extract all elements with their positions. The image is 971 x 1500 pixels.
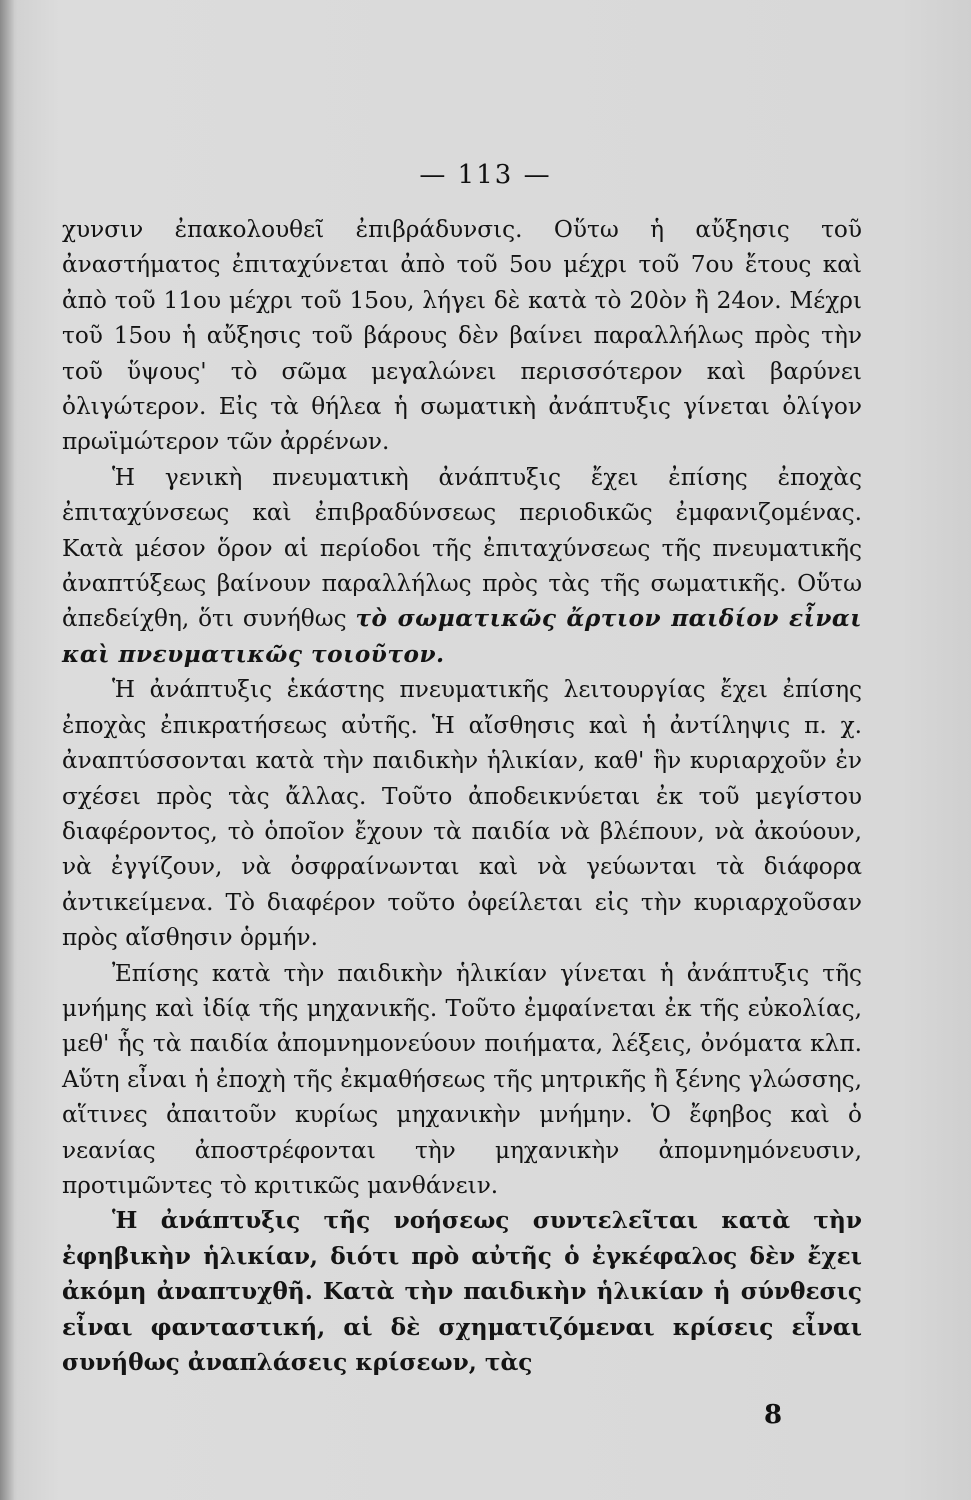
- paragraph-5: Ἡ ἀνάπτυξις τῆς νοήσεως συντελεῖται κατὰ τὴν ἐφηβικὴν ἡλικίαν, διότι πρὸ αὐτῆς ὁ ἐγκέφαλος δὲν ἔχει ἀκόμη ἀναπτυχθῆ. Κατὰ τὴν παιδικὴν ἡλικίαν ἡ σύνθεσις εἶναι φανταστική, αἱ δὲ σχηματιζόμεναι κρίσεις εἶναι συνήθως ἀναπλάσεις κρίσεων, τὰς: [62, 1207, 862, 1376]
- paragraph-3: Ἡ ἀνάπτυξις ἑκάστης πνευματικῆς λειτουργίας ἔχει ἐπίσης ἐποχὰς ἐπικρατήσεως αὐτῆς. Ἡ αἴσθησις καὶ ἡ ἀντίληψις π. χ. ἀναπτύσσονται κατὰ τὴν παιδικὴν ἡλικίαν, καθ' ἣν κυριαρχοῦν ἐν σχέσει πρὸς τὰς ἄλλας. Τοῦτο ἀποδεικνύεται ἐκ τοῦ μεγίστου διαφέροντος, τὸ ὁποῖον ἔχουν τὰ παιδία νὰ βλέπουν, νὰ ἀκούουν, νὰ ἐγγίζουν, νὰ ὀσφραίνωνται καὶ νὰ γεύωνται τὰ διάφορα ἀντικείμενα. Τὸ διαφέρον τοῦτο ὀφείλεται εἰς τὴν κυριαρχοῦσαν πρὸς αἴσθησιν ὁρμήν.: [62, 676, 862, 952]
- page-number-header: — 113 —: [419, 160, 552, 190]
- body-text: [62, 212, 862, 1380]
- signature-mark: 8: [764, 1400, 783, 1430]
- paragraph-2-emphasis: τὸ σωματικῶς ἄρτιον παιδίον εἶναι καὶ πνευματικῶς τοιοῦτον.: [62, 605, 862, 668]
- paragraph-4: Ἐπίσης κατὰ τὴν παιδικὴν ἡλικίαν γίνεται ἡ ἀνάπτυξις τῆς μνήμης καὶ ἰδίᾳ τῆς μηχανικῆς. Τοῦτο ἐμφαίνεται ἐκ τῆς εὐκολίας, μεθ' ἧς τὰ παιδία ἀπομνημονεύουν ποιήματα, λέξεις, ὀνόματα κλπ. Αὕτη εἶναι ἡ ἐποχὴ τῆς ἐκμαθήσεως τῆς μητρικῆς ἢ ξένης γλώσσης, αἵτινες ἀπαιτοῦν κυρίως μηχανικὴν μνήμην. Ὁ ἔφηβος καὶ ὁ νεανίας ἀποστρέφονται τὴν μηχανικὴν ἀπομνημόνευσιν, προτιμῶντες τὸ κριτικῶς μανθάνειν.: [62, 959, 862, 1199]
- page-spine-shadow: [0, 0, 14, 1500]
- paragraph-2-text: Ἡ γενικὴ πνευματικὴ ἀνάπτυξις ἔχει ἐπίσης ἐποχὰς ἐπιταχύνσεως καὶ ἐπιβραδύνσεως περιοδικῶς ἐμφανιζομένας. Κατὰ μέσον ὅρον αἱ περίοδοι τῆς ἐπιταχύνσεως τῆς πνευματικῆς ἀναπτύξεως βαίνουν παραλλήλως πρὸς τὰς τῆς σωματικῆς. Οὕτω ἀπεδείχθη, ὅτι συνήθως: [62, 463, 862, 633]
- paragraph-1: χυνσιν ἐπακολουθεῖ ἐπιβράδυνσις. Οὕτω ἡ αὔξησις τοῦ ἀναστήματος ἐπιταχύνεται ἀπὸ τοῦ 5ου μέχρι τοῦ 7ου ἔτους καὶ ἀπὸ τοῦ 11ου μέχρι τοῦ 15ου, λήγει δὲ κατὰ τὸ 20ὸν ἢ 24ον. Μέχρι τοῦ 15ου ἡ αὔξησις τοῦ βάρους δὲν βαίνει παραλλήλως πρὸς τὴν τοῦ ὕψους' τὸ σῶμα μεγαλώνει περισσότερον καὶ βαρύνει ὀλιγώτερον. Εἰς τὰ θήλεα ἡ σωματικὴ ἀνάπτυξις γίνεται ὀλίγον πρωϊμώτερον τῶν ἀρρένων.: [62, 216, 862, 456]
- paragraph-2: [62, 460, 862, 672]
